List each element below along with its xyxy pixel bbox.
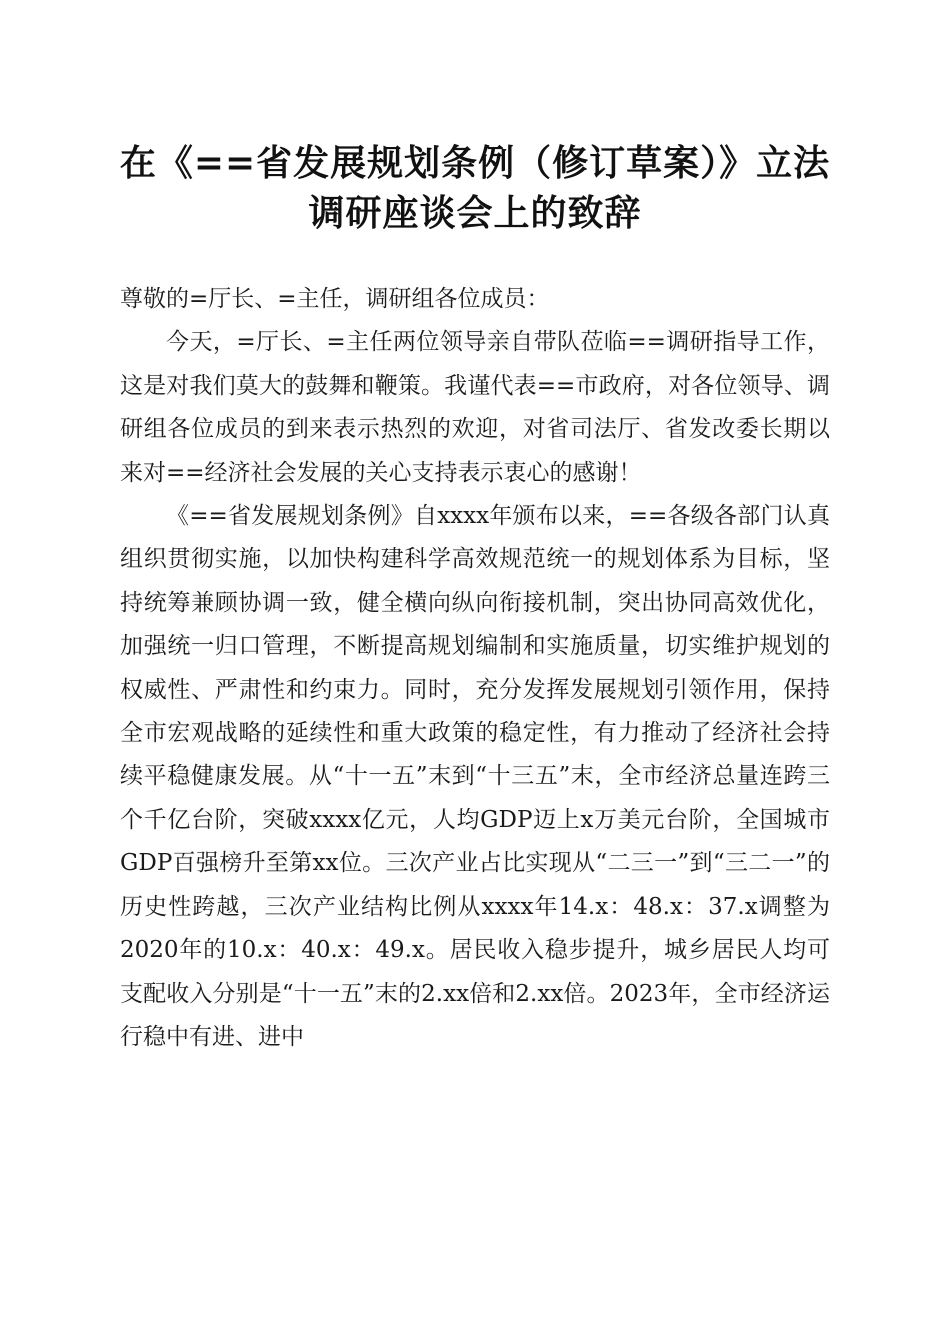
title-line-2: 调研座谈会上的致辞 <box>308 192 642 234</box>
paragraph-welcome: 今天，=厅长、=主任两位领导亲自带队莅临==调研指导工作，这是对我们莫大的鼓舞和鞭策。我谨代表==市政府，对各位领导、调研组各位成员的到来表示热烈的欢迎，对省司法厅、省发改委长期以来对==经济社会发展的关心支持表示衷心的感谢！ <box>120 329 830 486</box>
paragraph-regulation-implementation: 《==省发展规划条例》自xxxx年颁布以来，==各级各部门认真组织贯彻实施，以加快构建科学高效规范统一的规划体系为目标，坚持统筹兼顾协调一致，健全横向纵向衔接机制，突出协同高效优化，加强统一归口管理，不断提高规划编制和实施质量，切实维护规划的权威性、严肃性和约束力。同时，充分发挥发展规划引领作用，保持全市宏观战略的延续性和重大政策的稳定性，有力推动了经济社会持续平稳健康发展。从“十一五”末到“十三五”末，全市经济总量连跨三个千亿台阶，突破xxxx亿元，人均GDP迈上x万美元台阶，全国城市GDP百强榜升至第xx位。三次产业占比实现从“二三一”到“三二一”的历史性跨越，三次产业结构比例从xxxx年14.x：48.x：37.x调整为2020年的10.x：40.x：49.x。居民收入稳步提升，城乡居民人均可支配收入分别是“十一五”末的2.xx倍和2.xx倍。2023年，全市经济运行稳中有进、进中 <box>120 503 830 1050</box>
title-line-1: 在《==省发展规划条例（修订草案）》立法 <box>119 142 831 184</box>
salutation: 尊敬的=厅长、=主任，调研组各位成员： <box>120 286 550 312</box>
document-title <box>60 138 890 238</box>
document-body <box>120 278 830 1059</box>
